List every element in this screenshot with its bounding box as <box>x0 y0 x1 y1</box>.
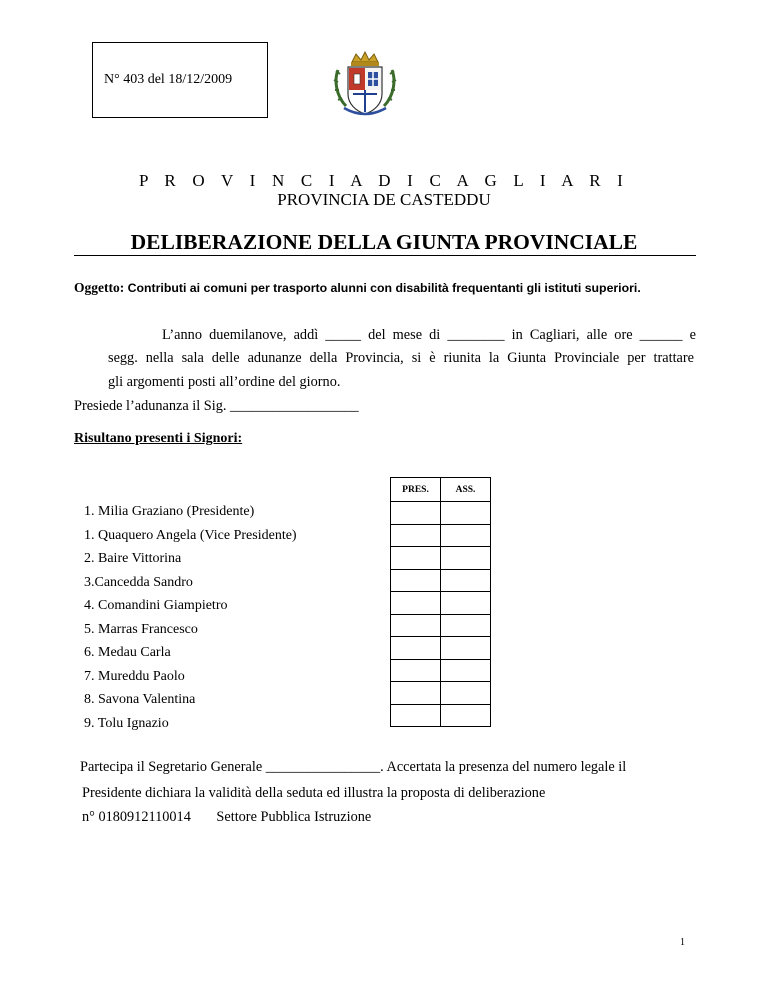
present-cell <box>391 547 441 570</box>
present-cell <box>391 682 441 705</box>
absent-cell <box>441 637 491 660</box>
present-cell <box>391 637 441 660</box>
sector-name: Settore Pubblica Istruzione <box>216 809 372 825</box>
member-name: 1. Quaquero Angela (Vice Presidente) <box>84 528 297 543</box>
province-name-sardinian: PROVINCIA DE CASTEDDU <box>277 190 491 209</box>
table-row <box>391 502 491 525</box>
present-cell <box>391 524 441 547</box>
table-row <box>391 524 491 547</box>
absent-cell <box>441 547 491 570</box>
member-name: 7. Mureddu Paolo <box>84 669 185 684</box>
table-row <box>391 547 491 570</box>
absent-cell <box>441 682 491 705</box>
member-name: 8. Savona Valentina <box>84 692 196 707</box>
member-name: 5. Marras Francesco <box>84 622 198 637</box>
absent-cell <box>441 659 491 682</box>
present-cell <box>391 614 441 637</box>
table-row <box>391 637 491 660</box>
proposal-number: n° 0180912110014 <box>82 809 191 825</box>
member-name: 4. Comandini Giampietro <box>84 598 228 613</box>
secretary-line: Partecipa il Segretario Generale ________________. Accertata la presenza del numero legale il <box>80 759 627 775</box>
member-name: 9. Tolu Ignazio <box>84 716 169 731</box>
present-column-header: PRES. <box>391 478 441 502</box>
member-name: 6. Medau Carla <box>84 645 171 660</box>
intro-line-2: segg. nella sala delle adunanze della Provincia, si è riunita la Giunta Provinciale per trattare <box>108 350 694 366</box>
table-row <box>391 592 491 615</box>
deliberation-number: N° 403 del 18/12/2009 <box>104 72 233 87</box>
table-row <box>391 569 491 592</box>
table-row <box>391 704 491 727</box>
province-name-italian: P R O V I N C I A D I C A G L I A R I <box>138 171 630 190</box>
present-cell <box>391 502 441 525</box>
title-divider <box>74 255 696 256</box>
member-name: 2. Baire Vittorina <box>84 551 182 566</box>
attendance-table <box>390 477 491 727</box>
validity-line: Presidente dichiara la validità della seduta ed illustra la proposta di deliberazione <box>82 785 546 801</box>
chairman-line: Presiede l’adunanza il Sig. __________________ <box>74 398 359 414</box>
absent-cell <box>441 592 491 615</box>
member-name: 3.Cancedda Sandro <box>84 575 193 590</box>
subject-label: Oggetto: <box>74 280 125 295</box>
table-row <box>391 682 491 705</box>
proposal-line <box>82 809 371 826</box>
present-cell <box>391 592 441 615</box>
intro-line-1: L’anno duemilanove, addì _____ del mese di ________ in Cagliari, alle ore ______ e <box>162 327 696 343</box>
page-number: 1 <box>680 937 685 948</box>
page-title: DELIBERAZIONE DELLA GIUNTA PROVINCIALE <box>130 230 638 254</box>
table-row <box>391 659 491 682</box>
coat-of-arms-icon <box>332 50 398 120</box>
subject-block <box>74 278 694 298</box>
present-cell <box>391 569 441 592</box>
present-cell <box>391 659 441 682</box>
subject-text: Contributi ai comuni per trasporto alunni con disabilità frequentanti gli istituti superiori. <box>124 281 641 295</box>
absent-column-header: ASS. <box>441 478 491 502</box>
absent-cell <box>441 502 491 525</box>
absent-cell <box>441 614 491 637</box>
table-row <box>391 614 491 637</box>
attendance-heading: Risultano presenti i Signori: <box>74 431 243 446</box>
present-cell <box>391 704 441 727</box>
intro-line-3: gli argomenti posti all’ordine del giorno. <box>108 374 341 390</box>
absent-cell <box>441 704 491 727</box>
absent-cell <box>441 569 491 592</box>
absent-cell <box>441 524 491 547</box>
member-name: 1. Milia Graziano (Presidente) <box>84 504 255 519</box>
